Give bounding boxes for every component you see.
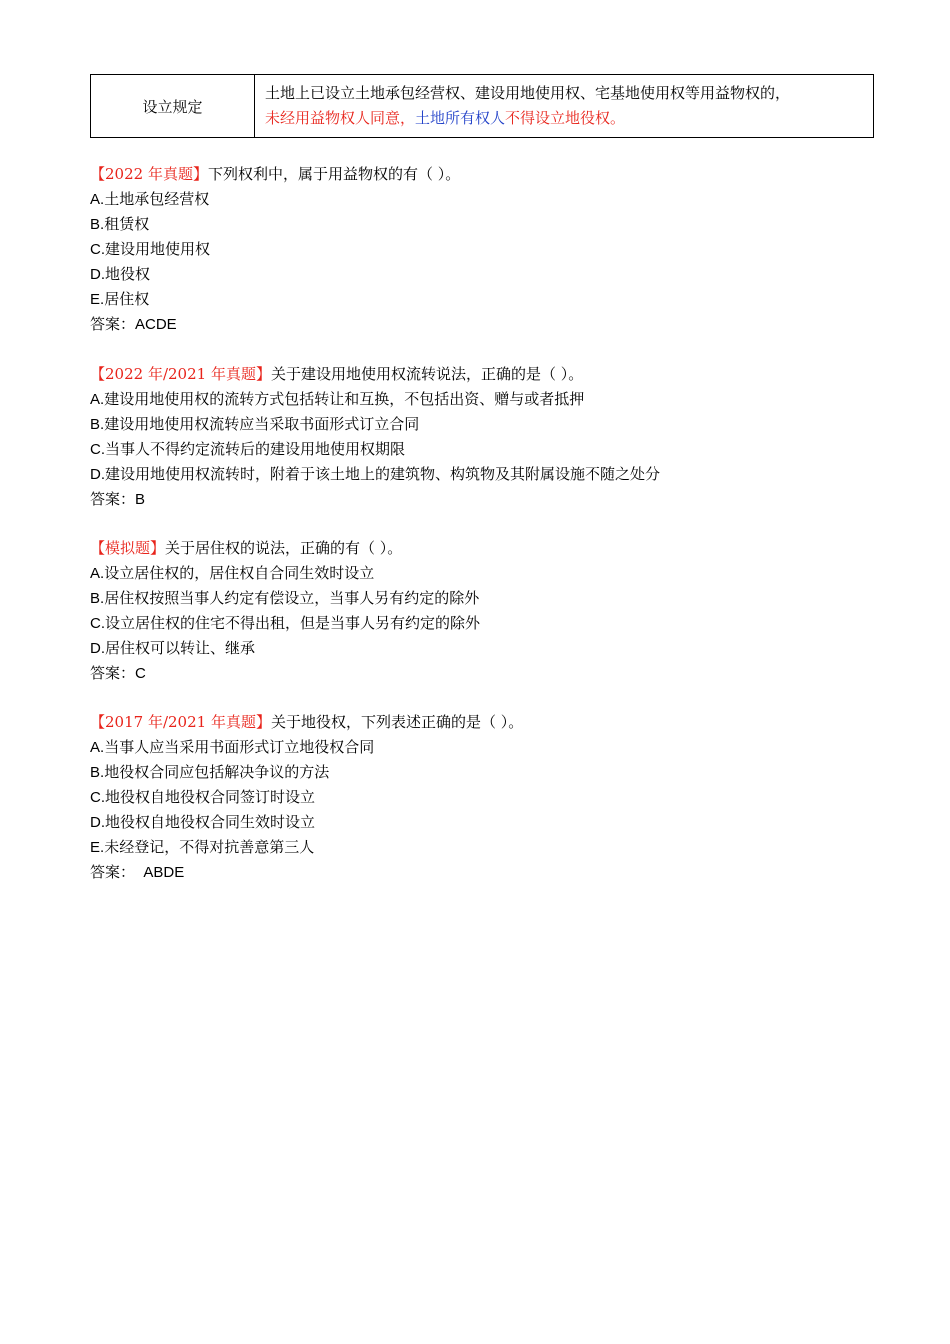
option-d: D.地役权自地役权合同生效时设立 xyxy=(90,813,316,831)
option-d: D.建设用地使用权流转时，附着于该土地上的建筑物、构筑物及其附属设施不随之处分 xyxy=(90,465,661,483)
answer-line xyxy=(90,661,890,686)
question-text: 下列权利中，属于用益物权的有（ ）。 xyxy=(207,165,461,183)
question-stem xyxy=(90,162,890,187)
answer-line xyxy=(90,487,890,512)
option-c: C.地役权自地役权合同签订时设立 xyxy=(90,788,316,806)
answer-value: ABDE xyxy=(135,864,185,881)
option-c: C.当事人不得约定流转后的建设用地使用权期限 xyxy=(90,440,406,458)
option-b: B.租赁权 xyxy=(90,215,150,233)
question-2 xyxy=(90,362,890,512)
option-a: A.建设用地使用权的流转方式包括转让和互换，不包括出资、赠与或者抵押 xyxy=(90,390,585,408)
question-1 xyxy=(90,162,890,337)
highlight-red-text: 未经用益物权人同意， xyxy=(265,109,416,127)
question-text: 关于地役权，下列表述正确的是（ ）。 xyxy=(270,713,524,731)
answer-label: 答案： xyxy=(90,664,136,682)
answer-line xyxy=(90,312,890,337)
question-4 xyxy=(90,710,890,885)
answer-label: 答案： xyxy=(90,315,136,333)
table-content-line-2 xyxy=(265,106,863,131)
option-e: E.居住权 xyxy=(90,290,150,308)
option-d: D.地役权 xyxy=(90,265,151,283)
table-row xyxy=(91,75,874,138)
option-c: C.设立居住权的住宅不得出租，但是当事人另有约定的除外 xyxy=(90,614,481,632)
table-content-line-1: 土地上已设立土地承包经营权、建设用地使用权、宅基地使用权等用益物权的， xyxy=(265,84,791,102)
question-stem xyxy=(90,362,890,387)
question-3 xyxy=(90,536,890,686)
question-stem xyxy=(90,536,890,561)
highlight-red-text-2: 不得设立地役权。 xyxy=(505,109,626,127)
option-b: B.建设用地使用权流转应当采取书面形式订立合同 xyxy=(90,415,420,433)
option-a: A.设立居住权的，居住权自合同生效时设立 xyxy=(90,564,375,582)
option-b: B.居住权按照当事人约定有偿设立，当事人另有约定的除外 xyxy=(90,589,480,607)
question-tag: 【模拟题】 xyxy=(90,539,166,557)
answer-value: B xyxy=(135,491,146,508)
table-label-cell: 设立规定 xyxy=(91,75,255,138)
highlight-blue-text: 土地所有权人 xyxy=(415,109,506,127)
option-d: D.居住权可以转让、继承 xyxy=(90,639,256,657)
answer-value: ACDE xyxy=(135,316,177,333)
answer-label: 答案： xyxy=(90,490,136,508)
answer-value: C xyxy=(135,665,146,682)
answer-label: 答案： xyxy=(90,863,136,881)
option-b: B.地役权合同应包括解决争议的方法 xyxy=(90,763,330,781)
answer-line xyxy=(90,860,890,885)
question-tag: 【2017 年/2021 年真题】 xyxy=(90,713,271,731)
option-a: A.当事人应当采用书面形式订立地役权合同 xyxy=(90,738,375,756)
rule-table xyxy=(90,74,874,138)
question-stem xyxy=(90,710,890,735)
option-c: C.建设用地使用权 xyxy=(90,240,211,258)
option-a: A.土地承包经营权 xyxy=(90,190,210,208)
question-text: 关于建设用地使用权流转说法，正确的是（ ）。 xyxy=(270,365,584,383)
question-tag: 【2022 年/2021 年真题】 xyxy=(90,365,271,383)
question-text: 关于居住权的说法，正确的有（ ）。 xyxy=(165,539,403,557)
option-e: E.未经登记，不得对抗善意第三人 xyxy=(90,838,315,856)
question-tag: 【2022 年真题】 xyxy=(90,165,208,183)
table-content-cell xyxy=(255,75,874,138)
